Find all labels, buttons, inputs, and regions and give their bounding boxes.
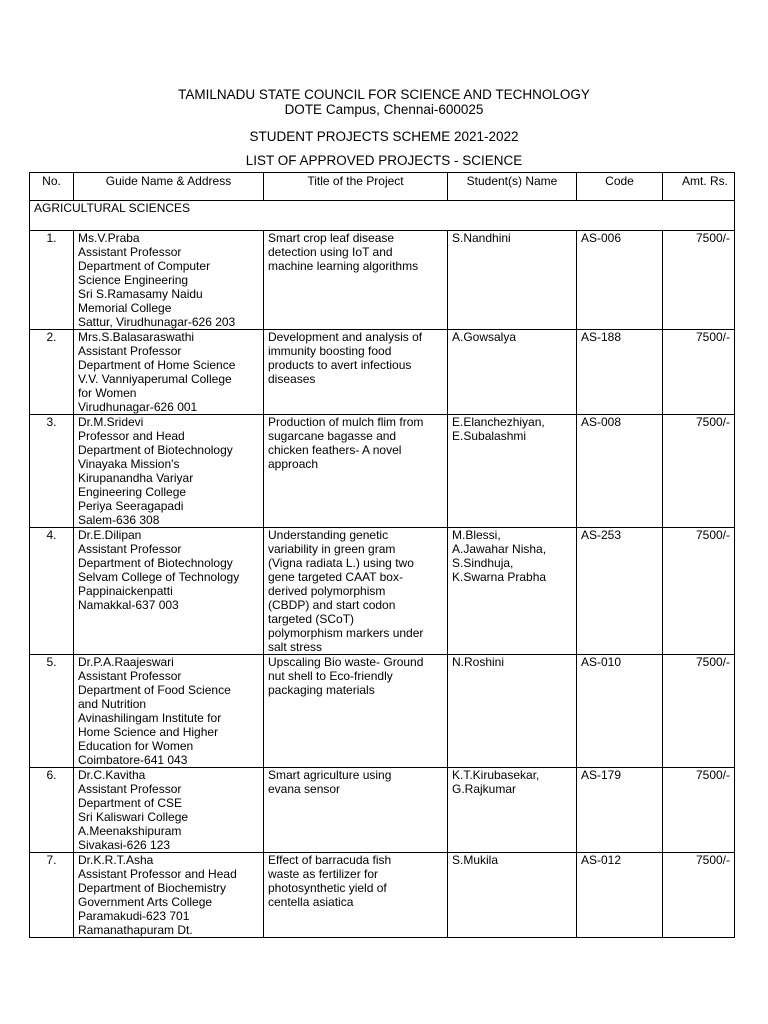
title-cell: Effect of barracuda fish waste as fertilizer for photosynthetic yield of centella asiatica	[264, 853, 448, 938]
guide-cell: Dr.M.Sridevi Professor and Head Department of Biotechnology Vinayaka Mission's Kirupanandha Variyar Engineering College Periya Seeragapadi Salem-636 308	[74, 415, 264, 528]
council-address: DOTE Campus, Chennai-600025	[284, 102, 484, 117]
council-name: TAMILNADU STATE COUNCIL FOR SCIENCE AND TECHNOLOGY	[178, 87, 590, 102]
section-row	[30, 201, 735, 231]
section-label: AGRICULTURAL SCIENCES	[30, 201, 735, 231]
amount-cell: 7500/-	[663, 655, 735, 768]
col-header-code: Code	[577, 173, 663, 201]
guide-cell: Mrs.S.Balasaraswathi Assistant Professor Department of Home Science V.V. Vanniyaperumal College for Women Virudhunagar-626 001	[74, 330, 264, 415]
row-number: 6.	[30, 768, 74, 853]
col-header-students: Student(s) Name	[448, 173, 577, 201]
students-cell: N.Roshini	[448, 655, 577, 768]
students-cell: S.Nandhini	[448, 231, 577, 330]
list-title: LIST OF APPROVED PROJECTS - SCIENCE	[245, 153, 523, 168]
amount-cell: 7500/-	[663, 528, 735, 655]
col-header-no: No.	[30, 173, 74, 201]
scheme-title: STUDENT PROJECTS SCHEME 2021-2022	[249, 129, 519, 144]
row-number: 5.	[30, 655, 74, 768]
amount-cell: 7500/-	[663, 853, 735, 938]
amount-cell: 7500/-	[663, 768, 735, 853]
students-cell: E.Elanchezhiyan, E.Subalashmi	[448, 415, 577, 528]
code-cell: AS-006	[577, 231, 663, 330]
code-cell: AS-253	[577, 528, 663, 655]
code-cell: AS-012	[577, 853, 663, 938]
table-row	[30, 415, 735, 528]
row-number: 2.	[30, 330, 74, 415]
students-cell: M.Blessi, A.Jawahar Nisha, S.Sindhuja, K.Swarna Prabha	[448, 528, 577, 655]
guide-cell: Dr.P.A.Raajeswari Assistant Professor Department of Food Science and Nutrition Avinashilingam Institute for Home Science and Higher Education for Women Coimbatore-641 043	[74, 655, 264, 768]
row-number: 7.	[30, 853, 74, 938]
students-cell: S.Mukila	[448, 853, 577, 938]
col-header-guide: Guide Name & Address	[74, 173, 264, 201]
table-row	[30, 231, 735, 330]
title-cell: Upscaling Bio waste- Ground nut shell to Eco-friendly packaging materials	[264, 655, 448, 768]
row-number: 4.	[30, 528, 74, 655]
table-row	[30, 853, 735, 938]
row-number: 3.	[30, 415, 74, 528]
table-header-row	[30, 173, 735, 201]
students-cell: A.Gowsalya	[448, 330, 577, 415]
row-number: 1.	[30, 231, 74, 330]
amount-cell: 7500/-	[663, 415, 735, 528]
guide-cell: Dr.K.R.T.Asha Assistant Professor and Head Department of Biochemistry Government Arts College Paramakudi-623 701 Ramanathapuram Dt.	[74, 853, 264, 938]
table-row	[30, 768, 735, 853]
title-cell: Production of mulch flim from sugarcane bagasse and chicken feathers- A novel approach	[264, 415, 448, 528]
col-header-amount: Amt. Rs.	[663, 173, 735, 201]
table-row	[30, 330, 735, 415]
guide-cell: Dr.E.Dilipan Assistant Professor Department of Biotechnology Selvam College of Technology Pappinaickenpatti Namakkal-637 003	[74, 528, 264, 655]
title-cell: Smart agriculture using evana sensor	[264, 768, 448, 853]
projects-table	[29, 172, 735, 938]
code-cell: AS-008	[577, 415, 663, 528]
guide-cell: Dr.C.Kavitha Assistant Professor Department of CSE Sri Kaliswari College A.Meenakshipuram Sivakasi-626 123	[74, 768, 264, 853]
amount-cell: 7500/-	[663, 330, 735, 415]
title-cell: Understanding genetic variability in green gram (Vigna radiata L.) using two gene targeted CAAT box- derived polymorphism (CBDP) and start codon targeted (SCoT) polymorphism markers under salt stress	[264, 528, 448, 655]
col-header-title: Title of the Project	[264, 173, 448, 201]
guide-cell: Ms.V.Praba Assistant Professor Department of Computer Science Engineering Sri S.Ramasamy Naidu Memorial College Sattur, Virudhunagar-626 203	[74, 231, 264, 330]
title-cell: Development and analysis of immunity boosting food products to avert infectious diseases	[264, 330, 448, 415]
code-cell: AS-010	[577, 655, 663, 768]
code-cell: AS-188	[577, 330, 663, 415]
title-cell: Smart crop leaf disease detection using IoT and machine learning algorithms	[264, 231, 448, 330]
code-cell: AS-179	[577, 768, 663, 853]
table-row	[30, 528, 735, 655]
students-cell: K.T.Kirubasekar, G.Rajkumar	[448, 768, 577, 853]
table-row	[30, 655, 735, 768]
amount-cell: 7500/-	[663, 231, 735, 330]
